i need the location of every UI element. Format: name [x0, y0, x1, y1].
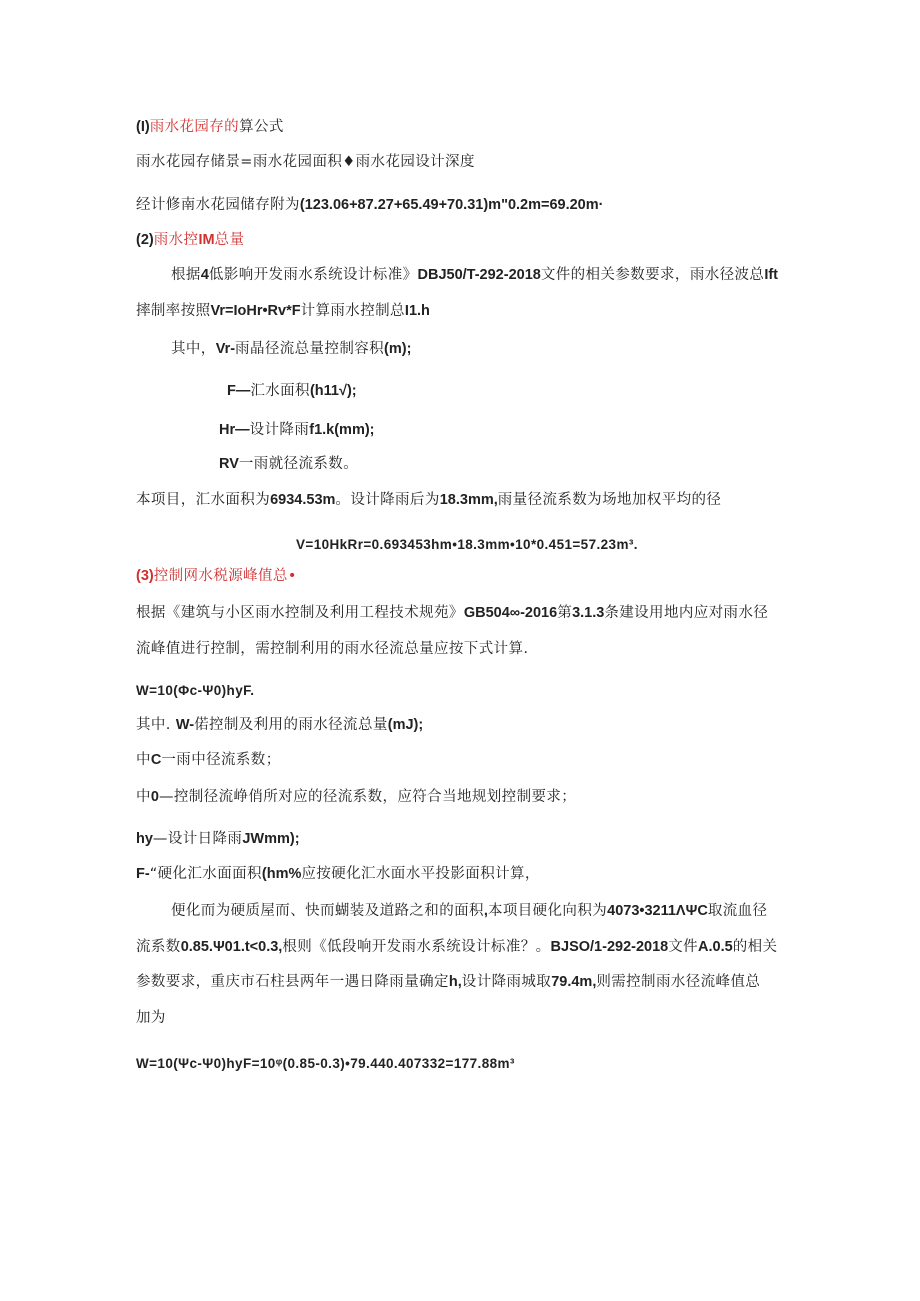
section-heading-3: (3)控制网水税源峰值总•	[136, 568, 297, 584]
paragraph-4-line-4: 加为	[136, 1010, 166, 1026]
equation-w: W=10(Φc-Ψ0)hyF.	[136, 683, 255, 698]
equation-v: V=10HkRr=0.693453hm•18.3mm•10*0.451=57.23m³.	[296, 537, 638, 552]
definition-hr: Hr—设计降雨f1.k(mm);	[219, 422, 375, 438]
paragraph-2-line-1: 根据4低影响开发雨水系统设计标准》DBJ50/T-292-2018文件的相关参数要求，雨水径波总Ift	[171, 267, 779, 283]
paragraph-2-line-2: 摔制率按照Vr=IoHr•Rv*F计算雨水控制总I1.h	[136, 303, 430, 319]
definition-f-hardened: F-“硬化汇水面面积(hm%应按硬化汇水面水平投影面积计算，	[136, 866, 540, 882]
section-heading-1: (I)雨水花园存的算公式	[136, 119, 284, 135]
storage-formula: 雨水花园存储景=雨水花园面积♦雨水花园设计深度	[136, 154, 475, 170]
paragraph-4-line-2: 流系数0.85.Ψ01.t<0.3,根则《低段响开发雨水系统设计标准？。BJSO/1-292-2018文件A.0.5的相关	[136, 939, 778, 955]
project-parameters: 本项目，汇水面积为6934.53m。设计降雨后为18.3mm,雨量径流系数为场地加权平均的径	[136, 492, 722, 508]
definition-hy: hy—设计日降雨JWmm);	[136, 831, 300, 847]
definition-psi0: 中0—控制径流峥俏所对应的径流系数，应符合当地规划控制要求；	[136, 789, 577, 805]
definition-vr: 其中，Vr-雨晶径流总量控制容积(m);	[171, 341, 412, 357]
paragraph-4-line-1: 便化而为硬质屋而、快而蝴装及道路之和的面积,本项目硬化向积为4073•3211ΛΨC取流血径	[171, 903, 768, 919]
equation-final: W=10(Ψc-Ψ0)hyF=10ᵠ(0.85-0.3)•79.440.407332=177.88m³	[136, 1056, 515, 1071]
paragraph-3-line-1: 根据《建筑与小区雨水控制及利用工程技术规苑》GB504∞-2016第3.1.3条建设用地内应对雨水径	[136, 605, 769, 621]
paragraph-3-line-2: 流峰值进行控制，需控制利用的雨水径流总量应按下式计算.	[136, 641, 529, 657]
definition-c: 中C一雨中径流系数；	[136, 752, 281, 768]
definition-f: F—汇水面积(h11√);	[227, 383, 357, 399]
storage-calculation: 经计修南水花园储存附为(123.06+87.27+65.49+70.31)m"0.2m=69.20m·	[136, 197, 604, 213]
definition-rv: RV一雨就径流系数。	[219, 456, 359, 472]
paragraph-4-line-3: 参数要求，重庆市石柱县两年一遇日降雨量确定h,设计降雨城取79.4m,则需控制雨水径流峰值总	[136, 974, 761, 990]
section-heading-2: (2)雨水控IM总量	[136, 232, 245, 248]
definition-w: 其中. W-偌控制及利用的雨水径流总量(mJ);	[136, 717, 424, 733]
